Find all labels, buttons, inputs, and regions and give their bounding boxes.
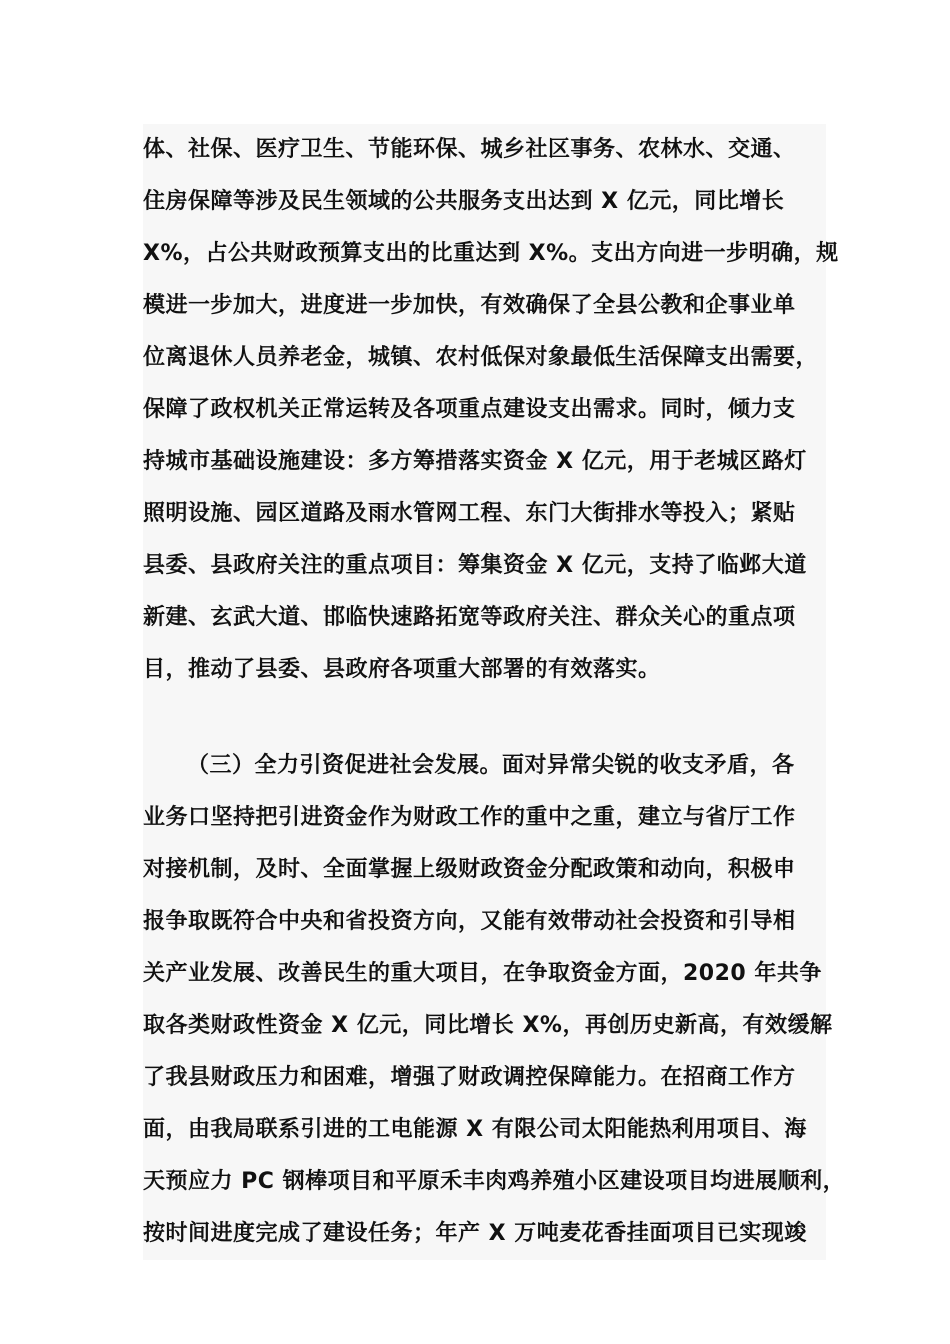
paragraph-1	[143, 124, 839, 696]
text-line: 模进一步加大，进度进一步加快，有效确保了全县公教和企事业单	[143, 293, 796, 318]
text-line: 保障了政权机关正常运转及各项重点建设支出需求。同时，倾力支	[143, 397, 796, 422]
paragraph-2	[143, 740, 846, 1260]
text-line: 按时间进度完成了建设任务；年产 X 万吨麦花香挂面项目已实现竣	[143, 1221, 807, 1246]
text-line: 关产业发展、改善民生的重大项目，在争取资金方面，2020 年共争	[143, 961, 822, 986]
text-line: 对接机制，及时、全面掌握上级财政资金分配政策和动向，积极申	[143, 857, 796, 882]
section-heading-line: （三）全力引资促进社会发展。面对异常尖锐的收支矛盾，各	[187, 753, 795, 778]
paragraph-gap	[143, 696, 826, 740]
text-line: 天预应力 PC 钢棒项目和平原禾丰肉鸡养殖小区建设项目均进展顺利，	[143, 1169, 846, 1194]
text-line: X%，占公共财政预算支出的比重达到 X%。支出方向进一步明确，规	[143, 241, 839, 266]
text-line: 取各类财政性资金 X 亿元，同比增长 X%，再创历史新高，有效缓解	[143, 1013, 833, 1038]
text-line: 照明设施、园区道路及雨水管网工程、东门大街排水等投入；紧贴	[143, 501, 796, 526]
text-line: 位离退休人员养老金，城镇、农村低保对象最低生活保障支出需要，	[143, 345, 819, 370]
text-line: 体、社保、医疗卫生、节能环保、城乡社区事务、农林水、交通、	[143, 137, 796, 162]
text-line: 业务口坚持把引进资金作为财政工作的重中之重，建立与省厅工作	[143, 805, 796, 830]
text-line: 目，推动了县委、县政府各项重大部署的有效落实。	[143, 657, 661, 682]
document-body	[143, 124, 846, 1260]
text-line: 了我县财政压力和困难，增强了财政调控保障能力。在招商工作方	[143, 1065, 796, 1090]
text-line: 县委、县政府关注的重点项目：筹集资金 X 亿元，支持了临邺大道	[143, 553, 807, 578]
text-line: 住房保障等涉及民生领域的公共服务支出达到 X 亿元，同比增长	[143, 189, 785, 214]
text-line: 持城市基础设施建设：多方筹措落实资金 X 亿元，用于老城区路灯	[143, 449, 807, 474]
text-line: 面，由我局联系引进的工电能源 X 有限公司太阳能热利用项目、海	[143, 1117, 807, 1142]
text-line: 新建、玄武大道、邯临快速路拓宽等政府关注、群众关心的重点项	[143, 605, 796, 630]
text-line: 报争取既符合中央和省投资方向，又能有效带动社会投资和引导相	[143, 909, 796, 934]
